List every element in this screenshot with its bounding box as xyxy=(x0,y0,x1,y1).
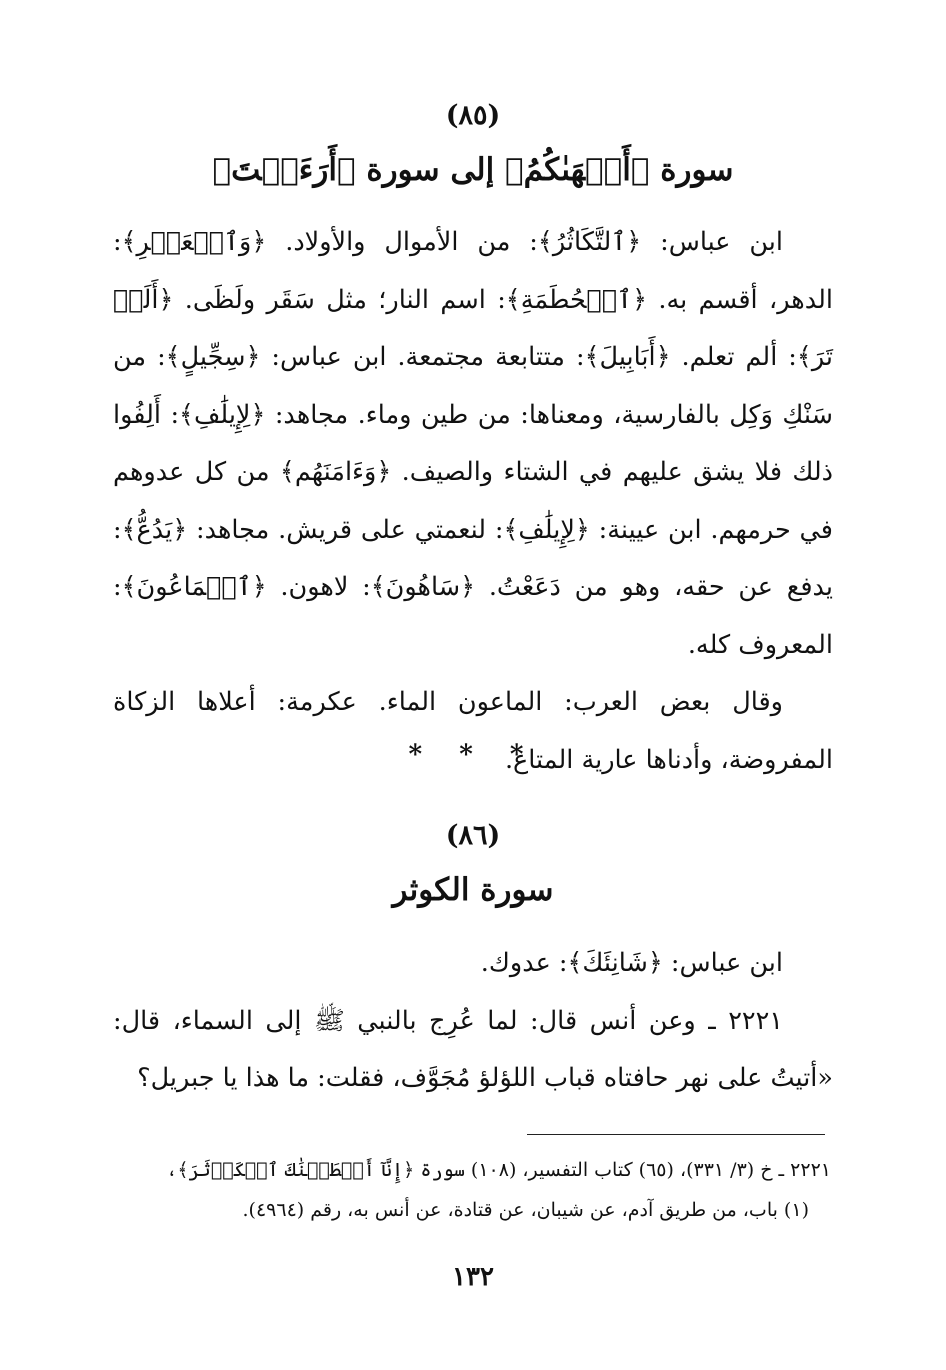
footnote-line: ٢٢٢١ ـ خ (٣/ ٣٣١)، (٦٥) كتاب التفسير، (١٠٨) سورة ﴿إِنَّآ أَعۡطَيۡنَٰكَ ٱلۡكَوۡثَرَ﴾، xyxy=(166,1159,831,1181)
section-divider: * * * xyxy=(408,740,538,770)
hadith-paragraph: ٢٢٢١ ـ وعن أنس قال: لما عُرِج بالنبي ﷺ إلى السماء، قال: «أتيتُ على نهر حافتاه قباب اللؤلؤ مُجَوَّف، فقلت: ما هذا يا جبريل؟ xyxy=(113,1005,833,1093)
paragraph: ابن عباس: ﴿شَانِئَكَ﴾: عدوك. xyxy=(480,948,783,978)
surah-number-86: (٨٦) xyxy=(445,820,501,851)
paragraph: ابن عباس: ﴿ٱلتَّكَاثُرُ﴾: من الأموال والأولاد. ﴿وَٱلۡعَصۡرِ﴾: الدهر، أقسم به. ﴿ٱلۡحُطَمَةِ﴾: اسم النار؛ مثل سَقَر ولَظَى. ﴿أَلَمۡ تَرَ﴾: ألم تعلم. ﴿أَبَابِيلَ﴾: متتابعة مجتمعة. ابن عباس: ﴿سِجِّيلٍ﴾: من سَنْكِ وَكِل بالفارسية، ومعناها: من طين وماء. مجاهد: ﴿لِإِيلَٰفِ﴾: أَلِفُوا ذلك فلا يشق عليهم في الشتاء والصيف. ﴿وَءَامَنَهُم﴾ من كل عدوهم في حرمهم. ابن عيينة: ﴿لِإِيلَٰفِ﴾: لنعمتي على قريش. مجاهد: ﴿يَدُعُّ﴾: يدفع عن حقه، وهو من دَعَعْتُ. ﴿سَاهُونَ﴾: لاهون. ﴿ٱلۡمَاعُونَ﴾: المعروف كله. xyxy=(113,227,833,660)
section-title-86: سورة الكوثر xyxy=(392,872,554,908)
footnote-separator xyxy=(527,1134,825,1135)
section-body-85 xyxy=(113,214,833,789)
page-number: ١٣٢ xyxy=(452,1262,494,1292)
surah-number-85: (٨٥) xyxy=(445,100,501,131)
section-title-85: سورة ﴿أَلۡهَىٰكُمُ﴾ إلى سورة ﴿أَرَءَيۡتَ﴾ xyxy=(212,152,734,188)
footnote xyxy=(115,1150,831,1230)
footnote-line: (١) باب، من طريق آدم، عن شيبان، عن قتادة، عن أنس به، رقم (٤٩٦٤). xyxy=(242,1199,809,1221)
section-body-86 xyxy=(113,935,833,1108)
paragraph: وقال بعض العرب: الماعون الماء. عكرمة: أعلاها الزكاة المفروضة، وأدناها عارية المتاع. xyxy=(113,687,833,775)
